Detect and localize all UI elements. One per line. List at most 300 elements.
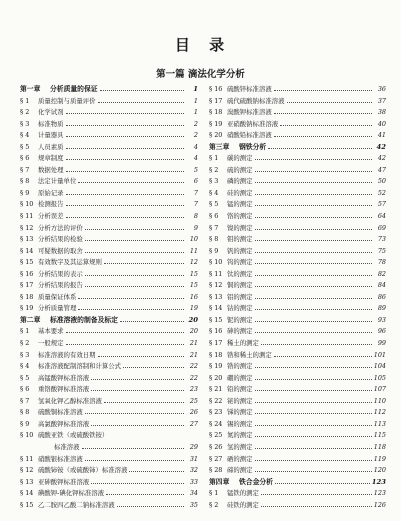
toc-entry — [20, 419, 198, 431]
toc-entry-title: 铬的测定 — [227, 212, 253, 221]
toc-entry-page: 105 — [373, 373, 386, 382]
toc-entry — [20, 130, 198, 142]
toc-entry-title: 锡的测定 — [227, 419, 253, 428]
toc-entry-number: § 6 — [20, 154, 30, 163]
toc-entry — [209, 350, 386, 362]
toc-entry-number: § 15 — [20, 500, 34, 509]
toc-entry-page: 115 — [373, 431, 386, 440]
toc-entry-page: 15 — [189, 281, 198, 290]
toc-entry — [209, 223, 386, 235]
toc-entry-number: § 9 — [20, 419, 30, 428]
toc-leader-dots — [91, 378, 184, 380]
toc-leader-dots — [82, 447, 184, 449]
toc-entry-title: 硝酸铅标准溶液 — [227, 131, 272, 140]
toc-entry-page: 5 — [193, 165, 198, 174]
toc-entry — [209, 454, 386, 466]
toc-entry-page: 20 — [188, 315, 198, 324]
toc-leader-dots — [255, 181, 372, 183]
toc-entry-page: 126 — [373, 500, 386, 509]
toc-entry-title: 硼的测定 — [227, 373, 253, 382]
toc-entry — [209, 407, 386, 419]
toc-entry-page: 27 — [189, 419, 198, 428]
toc-entry — [209, 430, 386, 442]
toc-entry-title: 锰铁的测定 — [227, 489, 259, 498]
toc-entry-title: 硝酸银标准溶液 — [38, 454, 83, 463]
toc-entry — [20, 361, 198, 373]
toc-entry-page: 34 — [189, 489, 198, 498]
toc-leader-dots — [274, 355, 372, 357]
toc-right-column — [209, 84, 386, 511]
toc-leader-dots — [255, 239, 372, 241]
toc-entry — [20, 257, 198, 269]
toc-entry-number: § 20 — [209, 373, 223, 382]
toc-leader-dots — [255, 447, 372, 449]
toc-entry-page: 19 — [189, 304, 198, 313]
toc-entry — [209, 153, 386, 165]
toc-entry — [209, 84, 386, 96]
toc-entry-page: 47 — [377, 165, 386, 174]
toc-entry-title: 分析结果的表示 — [38, 269, 83, 278]
toc-entry-title: 标准溶液的制备及标定 — [50, 315, 118, 324]
toc-leader-dots — [255, 308, 372, 310]
toc-leader-dots — [104, 262, 184, 264]
toc-leader-dots — [255, 470, 372, 472]
toc-entry-title: 分析结果的报告 — [38, 281, 83, 290]
toc-entry-title: 质量保证体系 — [38, 292, 77, 301]
toc-entry-page: 84 — [377, 281, 386, 290]
toc-entry-number: § 8 — [20, 177, 30, 186]
toc-entry-page: 35 — [189, 500, 198, 509]
toc-leader-dots — [255, 435, 372, 437]
toc-entry-number: § 13 — [20, 477, 34, 486]
toc-entry-page: 31 — [189, 454, 198, 463]
toc-entry-title: 硅铁的测定 — [227, 500, 259, 509]
toc-leader-dots — [255, 274, 372, 276]
toc-entry — [20, 338, 198, 350]
toc-entry-number: 第一章 — [20, 85, 41, 93]
toc-leader-dots — [255, 228, 372, 230]
toc-entry — [209, 269, 386, 281]
toc-leader-dots — [78, 308, 184, 310]
toc-leader-dots — [66, 193, 184, 195]
toc-entry-number: § 8 — [20, 408, 30, 417]
toc-entry-title: 钼的测定 — [227, 235, 253, 244]
toc-entry-title: 乙二胺四乙酸二钠标准溶液 — [38, 500, 115, 509]
toc-entry-number: § 10 — [20, 431, 34, 440]
toc-entry-page: 7 — [193, 200, 198, 209]
toc-entry — [209, 280, 386, 292]
toc-entry-title: 硫酸亚铁（或硫酸铁铵） — [38, 431, 109, 440]
toc-entry-page: 101 — [373, 350, 386, 359]
toc-entry-number: § 1 — [20, 327, 30, 336]
toc-leader-dots — [255, 389, 372, 391]
toc-entry-number: § 1 — [209, 489, 219, 498]
toc-leader-dots — [106, 493, 184, 495]
toc-entry-number: § 7 — [20, 165, 30, 174]
toc-entry-title: 锆的测定 — [227, 362, 253, 371]
toc-entry-page: 110 — [373, 396, 386, 405]
toc-entry-number: § 13 — [209, 292, 223, 301]
toc-leader-dots — [261, 505, 372, 507]
toc-leader-dots — [85, 251, 184, 253]
toc-entry-page: 123 — [373, 489, 386, 498]
toc-entry-number: § 9 — [20, 188, 30, 197]
toc-entry-number: § 17 — [209, 339, 223, 348]
toc-entry — [20, 373, 198, 385]
toc-entry-page: 22 — [189, 362, 198, 371]
toc-entry-page: 113 — [373, 419, 386, 428]
toc-entry-number: § 21 — [209, 385, 223, 394]
toc-entry-title: 铜的测定 — [227, 281, 253, 290]
toc-entry-number: § 5 — [20, 142, 30, 151]
toc-entry-page: 42 — [376, 142, 386, 151]
toc-entry-title: 钒的测定 — [227, 246, 253, 255]
toc-leader-dots — [66, 343, 184, 345]
toc-entry-number: § 11 — [209, 269, 223, 278]
toc-entry-number: § 6 — [20, 385, 30, 394]
toc-entry — [209, 442, 386, 454]
toc-leader-dots — [66, 331, 184, 333]
toc-leader-dots — [66, 216, 184, 218]
toc-entry-number: § 10 — [209, 258, 223, 267]
toc-entry-title: 原始记录 — [38, 188, 64, 197]
toc-entry — [20, 269, 198, 281]
toc-entry-number: § 12 — [209, 281, 223, 290]
toc-entry-page: 57 — [377, 200, 386, 209]
toc-entry-page: 20 — [189, 327, 198, 336]
toc-entry-title: 人员素质 — [38, 142, 64, 151]
toc-entry-title: 碲的测定 — [227, 466, 253, 475]
toc-entry-page: 42 — [377, 154, 386, 163]
toc-entry-title: 标准溶液的有效日期 — [38, 350, 96, 359]
toc-entry-title: 重铬酸钾标准溶液 — [38, 385, 90, 394]
toc-entry-page: 1 — [193, 85, 198, 93]
toc-entry-page: 32 — [189, 466, 198, 475]
toc-leader-dots — [66, 170, 184, 172]
toc-entry — [209, 419, 386, 431]
toc-entry-title: 基本要求 — [38, 327, 64, 336]
toc-entry-number: § 4 — [209, 188, 219, 197]
toc-entry — [20, 454, 198, 466]
toc-entry — [209, 303, 386, 315]
toc-left-column — [20, 84, 198, 511]
toc-leader-dots — [287, 101, 372, 103]
toc-entry — [20, 246, 198, 258]
toc-entry — [20, 477, 198, 489]
toc-entry-title: 检测报告 — [38, 200, 64, 209]
toc-entry-title: 碳的测定 — [227, 154, 253, 163]
toc-entry — [209, 211, 386, 223]
toc-leader-dots — [78, 297, 184, 299]
toc-entry-number: § 14 — [20, 489, 34, 498]
toc-entry-number: § 1 — [209, 154, 219, 163]
toc-entry-number: § 12 — [20, 466, 34, 475]
toc-entry — [209, 119, 386, 131]
toc-leader-dots — [255, 331, 372, 333]
toc-leader-dots — [120, 320, 184, 322]
toc-entry-title: 锆和稀土的测定 — [227, 350, 272, 359]
toc-entry-page: 38 — [377, 108, 386, 117]
toc-entry-title: 亚砷酸钾标准溶液 — [38, 477, 90, 486]
toc-entry-number: § 2 — [20, 339, 30, 348]
toc-entry — [209, 292, 386, 304]
toc-entry-page: 36 — [377, 85, 386, 93]
toc-entry-title: 碘酸钾-碘化钾标准溶液 — [38, 489, 105, 498]
toc-entry-title: 一般规定 — [38, 339, 64, 348]
toc-entry-title: 铋的测定 — [227, 396, 253, 405]
toc-entry-number: § 18 — [209, 350, 223, 359]
toc-entry — [209, 373, 386, 385]
toc-entry — [20, 176, 198, 188]
toc-entry-number: § 8 — [209, 235, 219, 244]
toc-entry-page: 41 — [377, 131, 386, 140]
toc-entry-number: § 11 — [20, 454, 34, 463]
toc-entry — [209, 199, 386, 211]
toc-leader-dots — [255, 216, 372, 218]
toc-entry-title: 钴的测定 — [227, 304, 253, 313]
toc-entry — [209, 246, 386, 258]
toc-leader-dots — [91, 424, 184, 426]
toc-entry-page: 112 — [373, 408, 386, 417]
toc-entry-number: 第四章 — [209, 477, 230, 486]
toc-entry-page: 52 — [377, 188, 386, 197]
toc-leader-dots — [104, 401, 184, 403]
toc-entry-number: § 4 — [20, 131, 30, 140]
toc-entry-number: § 15 — [20, 258, 34, 267]
toc-entry-page: 69 — [377, 223, 386, 232]
toc-entry-number: § 19 — [20, 304, 34, 313]
toc-entry-page: 75 — [377, 246, 386, 255]
toc-leader-dots — [66, 135, 184, 137]
toc-leader-dots — [255, 424, 372, 426]
toc-entry-page: 104 — [373, 362, 386, 371]
toc-entry — [209, 234, 386, 246]
toc-entry-page: 1 — [193, 108, 198, 117]
toc-leader-dots — [85, 239, 184, 241]
toc-entry-number: § 16 — [20, 269, 34, 278]
toc-entry-number: § 24 — [209, 419, 223, 428]
toc-leader-dots — [261, 493, 372, 495]
toc-entry-title: 溴酸钾标准溶液 — [227, 108, 272, 117]
toc-entry-number: § 15 — [209, 315, 223, 324]
toc-entry — [209, 130, 386, 142]
toc-entry-number: § 7 — [209, 223, 219, 232]
toc-leader-dots — [255, 297, 372, 299]
toc-entry — [209, 315, 386, 327]
toc-entry-title: 高锰酸钾标准溶液 — [38, 373, 90, 382]
toc-leader-dots — [275, 482, 370, 484]
toc-entry-title: 规章制度 — [38, 154, 64, 163]
toc-entry-number: § 17 — [209, 96, 223, 105]
toc-chapter-entry — [209, 477, 386, 489]
toc-leader-dots — [123, 366, 184, 368]
toc-entry — [20, 384, 198, 396]
toc-entry-number: § 2 — [209, 500, 219, 509]
toc-entry — [209, 488, 386, 500]
toc-leader-dots — [91, 482, 184, 484]
toc-entry-page: 86 — [377, 292, 386, 301]
toc-leader-dots — [255, 366, 372, 368]
toc-entry-title: 数据处理 — [38, 165, 64, 174]
toc-entry-page: 16 — [189, 292, 198, 301]
toc-entry — [20, 292, 198, 304]
toc-entry-page: 89 — [377, 304, 386, 313]
toc-entry-title: 稀土的测定 — [227, 339, 259, 348]
toc-leader-dots — [280, 124, 372, 126]
toc-leader-dots — [274, 112, 372, 114]
toc-entry-title: 硅的测定 — [227, 188, 253, 197]
toc-entry-title: 钢铁分析 — [239, 142, 267, 151]
toc-leader-dots — [100, 89, 184, 91]
toc-entry — [20, 396, 198, 408]
toc-entry-number: § 12 — [20, 223, 34, 232]
toc-entry-title: 质量控制与质量评价 — [38, 96, 96, 105]
toc-entry — [20, 165, 198, 177]
toc-entry — [20, 350, 198, 362]
toc-leader-dots — [268, 147, 372, 149]
toc-entry-number: § 28 — [209, 466, 223, 475]
toc-entry-number: § 19 — [209, 362, 223, 371]
toc-leader-dots — [85, 228, 184, 230]
toc-entry — [209, 465, 386, 477]
toc-entry-page: 123 — [371, 477, 386, 486]
toc-entry — [20, 188, 198, 200]
toc-entry — [20, 223, 198, 235]
toc-entry-page: 82 — [377, 269, 386, 278]
toc-entry-number: § 16 — [209, 85, 223, 93]
toc-entry-page: 11 — [189, 246, 198, 255]
toc-leader-dots — [117, 505, 184, 507]
toc-entry-page: 6 — [193, 177, 198, 186]
toc-chapter-entry — [209, 142, 386, 154]
toc-entry-page: 93 — [377, 315, 386, 324]
toc-chapter-entry — [20, 315, 198, 327]
toc-entry-page: 25 — [189, 396, 198, 405]
toc-entry-page: 26 — [189, 408, 198, 417]
toc-entry — [209, 257, 386, 269]
toc-entry — [20, 326, 198, 338]
toc-entry-title: 有效数字及其运算规则 — [38, 258, 102, 267]
toc-entry-title: 计量器具 — [38, 131, 64, 140]
toc-leader-dots — [274, 89, 372, 91]
toc-entry-title: 硫酸锌标准溶液 — [227, 85, 272, 93]
toc-entry-page: 22 — [189, 373, 198, 382]
toc-leader-dots — [66, 147, 184, 149]
toc-entry-page: 33 — [189, 477, 198, 486]
toc-chapter-entry — [20, 84, 198, 96]
toc-entry-title: 铝的测定 — [227, 292, 253, 301]
toc-leader-dots — [85, 274, 184, 276]
toc-entry — [209, 165, 386, 177]
toc-entry-page: 1 — [193, 96, 198, 105]
toc-entry-page: 40 — [377, 119, 386, 128]
toc-entry-number: § 23 — [209, 408, 223, 417]
toc-entry-page: 96 — [377, 327, 386, 336]
toc-leader-dots — [66, 112, 184, 114]
toc-entry — [20, 407, 198, 419]
toc-leader-dots — [66, 204, 184, 206]
toc-leader-dots — [129, 470, 184, 472]
toc-entry-title: 硫酸铈铵（或硫酸铈）标准溶液 — [38, 466, 128, 475]
toc-leader-dots — [255, 251, 372, 253]
toc-entry — [20, 430, 198, 442]
toc-entry — [20, 211, 198, 223]
toc-entry-title: 磷的测定 — [227, 177, 253, 186]
toc-entry — [20, 303, 198, 315]
toc-entry-number: § 22 — [209, 396, 223, 405]
toc-entry-number: 第三章 — [209, 142, 230, 151]
toc-entry-title: 亚硝酸钠标准溶液 — [227, 119, 279, 128]
toc-entry-page: 7 — [193, 188, 198, 197]
toc-leader-dots — [98, 101, 184, 103]
toc-leader-dots — [255, 204, 372, 206]
toc-entry-title: 分析质量管理 — [38, 304, 77, 313]
toc-entry — [20, 119, 198, 131]
toc-leader-dots — [85, 412, 184, 414]
toc-entry-number: § 3 — [20, 119, 30, 128]
toc-entry — [209, 396, 386, 408]
toc-entry-number: § 17 — [20, 281, 34, 290]
page-title: 目 录 — [174, 36, 227, 54]
toc-leader-dots — [255, 170, 372, 172]
toc-entry — [209, 384, 386, 396]
toc-leader-dots — [255, 158, 372, 160]
toc-entry-number: § 9 — [209, 246, 219, 255]
toc-entry-number: § 4 — [20, 362, 30, 371]
toc-leader-dots — [66, 124, 184, 126]
toc-entry-number: § 16 — [209, 327, 223, 336]
toc-entry-title: 分析结果的检验 — [38, 235, 83, 244]
toc-entry-title: 锑的测定 — [227, 408, 253, 417]
toc-entry-title: 铁合金分析 — [239, 477, 273, 486]
toc-entry-number: § 19 — [209, 119, 223, 128]
toc-leader-dots — [255, 459, 372, 461]
toc-entry-page: 8 — [193, 212, 198, 221]
toc-entry-title: 镍的测定 — [227, 223, 253, 232]
toc-entry-number: § 18 — [209, 108, 223, 117]
toc-entry-page: 21 — [189, 350, 198, 359]
toc-entry-title: 标准物质 — [38, 119, 64, 128]
toc-entry-number: § 2 — [209, 165, 219, 174]
toc-entry-page: 118 — [373, 442, 386, 451]
toc-leader-dots — [255, 262, 372, 264]
toc-entry-page: 37 — [377, 96, 386, 105]
toc-entry-number: § 10 — [20, 200, 34, 209]
toc-entry — [20, 500, 198, 512]
toc-entry-title: 钨的测定 — [227, 258, 253, 267]
toc-entry — [209, 188, 386, 200]
toc-entry-number: § 25 — [209, 431, 223, 440]
toc-entry-title: 可疑数据的取舍 — [38, 246, 83, 255]
toc-leader-dots — [91, 389, 184, 391]
toc-entry-title: 高氯酸钾标准溶液 — [38, 419, 90, 428]
toc-entry-title: 铌的测定 — [227, 315, 253, 324]
toc-leader-dots — [98, 355, 184, 357]
toc-entry — [20, 488, 198, 500]
toc-leader-dots — [255, 320, 372, 322]
toc-entry-page: 21 — [189, 339, 198, 348]
toc-entry-number: § 3 — [20, 350, 30, 359]
toc-entry — [209, 500, 386, 512]
toc-leader-dots — [255, 401, 372, 403]
toc-entry-page: 23 — [189, 385, 198, 394]
toc-entry-title: 氮的测定 — [227, 431, 253, 440]
toc-entry-page: 29 — [189, 442, 198, 451]
toc-entry-number: § 18 — [20, 292, 34, 301]
toc-entry-page: 78 — [377, 258, 386, 267]
toc-entry-page: 99 — [377, 339, 386, 348]
toc-entry-page: 12 — [189, 258, 198, 267]
